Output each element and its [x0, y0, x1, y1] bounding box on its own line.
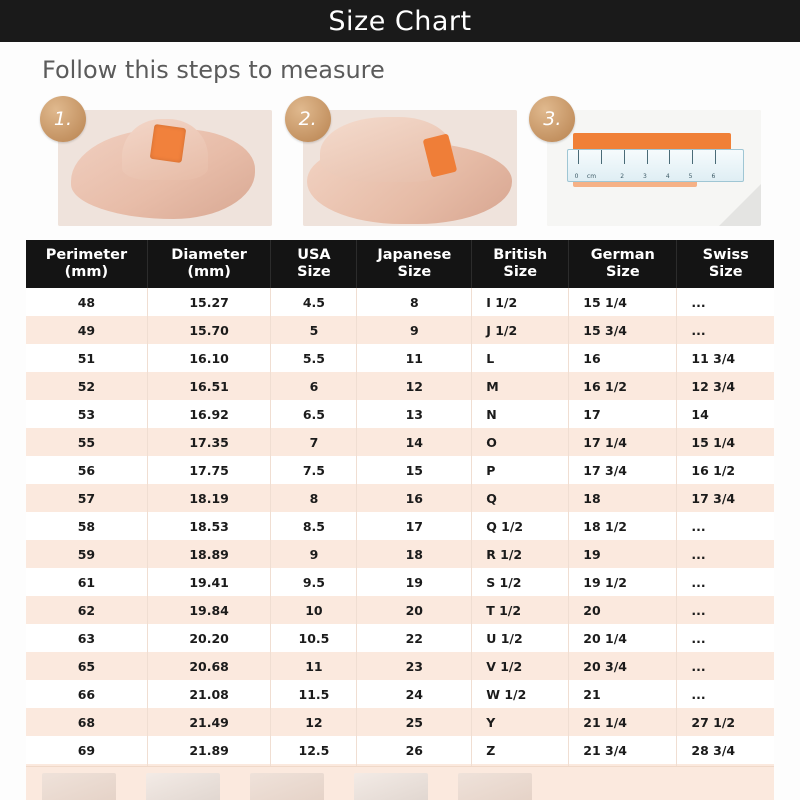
- column-header-line: Size: [708, 264, 743, 281]
- table-cell: 24: [357, 680, 472, 708]
- table-cell: 4.5: [271, 288, 357, 316]
- table-cell: 8: [357, 288, 472, 316]
- column-header-line: Size: [297, 264, 331, 281]
- table-cell: 51: [26, 344, 147, 372]
- ruler-tick-6: 6: [711, 172, 716, 180]
- table-cell: ...: [677, 540, 774, 568]
- table-cell: 9: [271, 540, 357, 568]
- table-cell: O: [472, 428, 569, 456]
- column-header-line: Perimeter: [45, 247, 128, 263]
- table-cell: 58: [26, 512, 147, 540]
- size-table-body: [26, 288, 774, 792]
- table-cell: 10.5: [271, 624, 357, 652]
- ruler-icon: [567, 149, 744, 181]
- column-header-6: [677, 240, 774, 288]
- table-cell: 57: [26, 484, 147, 512]
- step-2-photo: [303, 110, 517, 226]
- table-cell: V 1/2: [472, 652, 569, 680]
- table-cell: 19.84: [147, 596, 271, 624]
- table-cell: 19 1/2: [569, 568, 677, 596]
- table-cell: 63: [26, 624, 147, 652]
- table-cell: 52: [26, 372, 147, 400]
- table-cell: 11: [271, 652, 357, 680]
- instructions-subtitle: Follow this steps to measure: [42, 56, 385, 84]
- table-cell: L: [472, 344, 569, 372]
- table-cell: 28 3/4: [677, 736, 774, 764]
- table-row: [26, 484, 774, 512]
- table-cell: 18: [357, 540, 472, 568]
- table-cell: 18 1/2: [569, 512, 677, 540]
- table-cell: 20 1/4: [569, 624, 677, 652]
- table-cell: 7: [271, 428, 357, 456]
- table-cell: 61: [26, 568, 147, 596]
- table-cell: 10: [271, 596, 357, 624]
- table-cell: 14: [677, 400, 774, 428]
- table-cell: W 1/2: [472, 680, 569, 708]
- table-row: [26, 540, 774, 568]
- table-cell: 15 3/4: [569, 316, 677, 344]
- step-2-number: 2.: [285, 96, 331, 142]
- table-cell: T 1/2: [472, 596, 569, 624]
- column-header-line: Size: [397, 264, 432, 281]
- table-cell: 16.51: [147, 372, 271, 400]
- table-row: [26, 372, 774, 400]
- column-header-line: British: [493, 247, 548, 263]
- table-cell: 20 3/4: [569, 652, 677, 680]
- table-row: [26, 344, 774, 372]
- table-cell: 21: [569, 680, 677, 708]
- table-cell: 17.75: [147, 456, 271, 484]
- thumbnail-image: [42, 773, 116, 800]
- table-cell: Y: [472, 708, 569, 736]
- table-cell: 68: [26, 708, 147, 736]
- table-cell: 16 1/2: [677, 456, 774, 484]
- step-3: [529, 96, 760, 226]
- table-row: [26, 512, 774, 540]
- table-row: [26, 568, 774, 596]
- table-cell: 66: [26, 680, 147, 708]
- ruler-tick-4: 4: [665, 172, 670, 180]
- table-cell: 56: [26, 456, 147, 484]
- column-header-line: Size: [503, 264, 538, 281]
- table-cell: 21.89: [147, 736, 271, 764]
- table-row: [26, 708, 774, 736]
- table-cell: 12: [357, 372, 472, 400]
- table-cell: 59: [26, 540, 147, 568]
- table-cell: 26: [357, 736, 472, 764]
- table-cell: 16: [357, 484, 472, 512]
- table-row: [26, 316, 774, 344]
- table-cell: 6.5: [271, 400, 357, 428]
- table-cell: 8: [271, 484, 357, 512]
- table-cell: 23: [357, 652, 472, 680]
- table-cell: 53: [26, 400, 147, 428]
- table-cell: 19: [357, 568, 472, 596]
- table-cell: 18: [569, 484, 677, 512]
- tape-strip-icon: [150, 124, 187, 163]
- size-table: [26, 240, 774, 792]
- table-cell: 17 3/4: [569, 456, 677, 484]
- step-2: [285, 96, 516, 226]
- table-cell: 15 1/4: [677, 428, 774, 456]
- table-cell: 17.35: [147, 428, 271, 456]
- table-cell: 69: [26, 736, 147, 764]
- column-header-1: [147, 240, 271, 288]
- table-cell: 5: [271, 316, 357, 344]
- table-cell: 16 1/2: [569, 372, 677, 400]
- table-cell: ...: [677, 512, 774, 540]
- bottom-thumbnail-strip: [26, 766, 774, 800]
- table-cell: 7.5: [271, 456, 357, 484]
- table-cell: I 1/2: [472, 288, 569, 316]
- table-cell: N: [472, 400, 569, 428]
- table-cell: 19: [569, 540, 677, 568]
- table-cell: 16.92: [147, 400, 271, 428]
- column-header-line: Size: [605, 264, 640, 281]
- table-cell: 11: [357, 344, 472, 372]
- table-row: [26, 456, 774, 484]
- thumbnail-image: [146, 773, 220, 800]
- ruler-unit-label: cm: [586, 172, 597, 180]
- table-cell: R 1/2: [472, 540, 569, 568]
- table-cell: 17: [569, 400, 677, 428]
- table-cell: 16.10: [147, 344, 271, 372]
- table-row: [26, 736, 774, 764]
- page-header: [0, 0, 800, 42]
- table-cell: 20.20: [147, 624, 271, 652]
- table-cell: 21 3/4: [569, 736, 677, 764]
- column-header-5: [569, 240, 677, 288]
- table-cell: M: [472, 372, 569, 400]
- ruler-tick-0: 0: [574, 172, 579, 180]
- table-cell: 12 3/4: [677, 372, 774, 400]
- step-3-photo: [547, 110, 761, 226]
- table-cell: 11 3/4: [677, 344, 774, 372]
- table-cell: 65: [26, 652, 147, 680]
- step-1-photo: [58, 110, 272, 226]
- table-cell: U 1/2: [472, 624, 569, 652]
- thumbnail-image: [458, 773, 532, 800]
- table-cell: 20: [357, 596, 472, 624]
- table-cell: S 1/2: [472, 568, 569, 596]
- table-row: [26, 288, 774, 316]
- table-cell: Q 1/2: [472, 512, 569, 540]
- column-header-line: Japanese: [377, 247, 452, 263]
- table-cell: ...: [677, 568, 774, 596]
- column-header-line: Diameter: [171, 247, 247, 263]
- table-cell: 18.89: [147, 540, 271, 568]
- table-cell: ...: [677, 652, 774, 680]
- table-cell: 21 1/4: [569, 708, 677, 736]
- table-cell: 48: [26, 288, 147, 316]
- table-cell: 21.08: [147, 680, 271, 708]
- column-header-line: Swiss: [702, 247, 749, 263]
- column-header-line: USA: [297, 247, 331, 263]
- table-cell: 15.27: [147, 288, 271, 316]
- table-cell: 49: [26, 316, 147, 344]
- ruler-tick-5: 5: [688, 172, 693, 180]
- table-cell: 17 1/4: [569, 428, 677, 456]
- table-cell: 6: [271, 372, 357, 400]
- table-cell: 20.68: [147, 652, 271, 680]
- column-header-2: [271, 240, 357, 288]
- thumbnail-image: [250, 773, 324, 800]
- table-cell: Z: [472, 736, 569, 764]
- column-header-4: [472, 240, 569, 288]
- table-row: [26, 652, 774, 680]
- steps-row: [40, 96, 760, 226]
- step-3-number: 3.: [529, 96, 575, 142]
- step-1-number: 1.: [40, 96, 86, 142]
- table-cell: 9: [357, 316, 472, 344]
- table-cell: 15 1/4: [569, 288, 677, 316]
- table-cell: ...: [677, 680, 774, 708]
- table-cell: 16: [569, 344, 677, 372]
- header-row: [26, 240, 774, 288]
- ruler-tick-3: 3: [643, 172, 647, 180]
- table-cell: 22: [357, 624, 472, 652]
- table-row: [26, 400, 774, 428]
- table-cell: ...: [677, 316, 774, 344]
- ruler-tick-2: 2: [620, 172, 625, 180]
- column-header-line: (mm): [187, 264, 231, 281]
- table-cell: 15: [357, 456, 472, 484]
- table-cell: 27 1/2: [677, 708, 774, 736]
- paper-fold-corner: [719, 184, 761, 226]
- table-cell: 12: [271, 708, 357, 736]
- table-cell: 25: [357, 708, 472, 736]
- table-cell: 20: [569, 596, 677, 624]
- table-cell: 17 3/4: [677, 484, 774, 512]
- table-cell: P: [472, 456, 569, 484]
- table-cell: 5.5: [271, 344, 357, 372]
- table-row: [26, 680, 774, 708]
- table-cell: 17: [357, 512, 472, 540]
- table-cell: 18.53: [147, 512, 271, 540]
- column-header-line: German: [590, 247, 655, 263]
- table-cell: 14: [357, 428, 472, 456]
- table-cell: 19.41: [147, 568, 271, 596]
- table-cell: 55: [26, 428, 147, 456]
- table-cell: 15.70: [147, 316, 271, 344]
- column-header-0: [26, 240, 147, 288]
- column-header-3: [357, 240, 472, 288]
- table-cell: ...: [677, 624, 774, 652]
- column-header-line: (mm): [64, 264, 109, 281]
- table-cell: ...: [677, 596, 774, 624]
- table-cell: 13: [357, 400, 472, 428]
- thumbnail-image: [354, 773, 428, 800]
- table-cell: 8.5: [271, 512, 357, 540]
- size-table-wrapper: [26, 240, 774, 792]
- table-row: [26, 596, 774, 624]
- table-cell: J 1/2: [472, 316, 569, 344]
- table-cell: 12.5: [271, 736, 357, 764]
- table-row: [26, 624, 774, 652]
- page-title: Size Chart: [328, 5, 472, 37]
- step-1: [40, 96, 271, 226]
- table-cell: 21.49: [147, 708, 271, 736]
- table-cell: Q: [472, 484, 569, 512]
- table-cell: 18.19: [147, 484, 271, 512]
- table-cell: 62: [26, 596, 147, 624]
- table-cell: ...: [677, 288, 774, 316]
- size-table-head: [26, 240, 774, 288]
- table-cell: 9.5: [271, 568, 357, 596]
- table-cell: 11.5: [271, 680, 357, 708]
- table-row: [26, 428, 774, 456]
